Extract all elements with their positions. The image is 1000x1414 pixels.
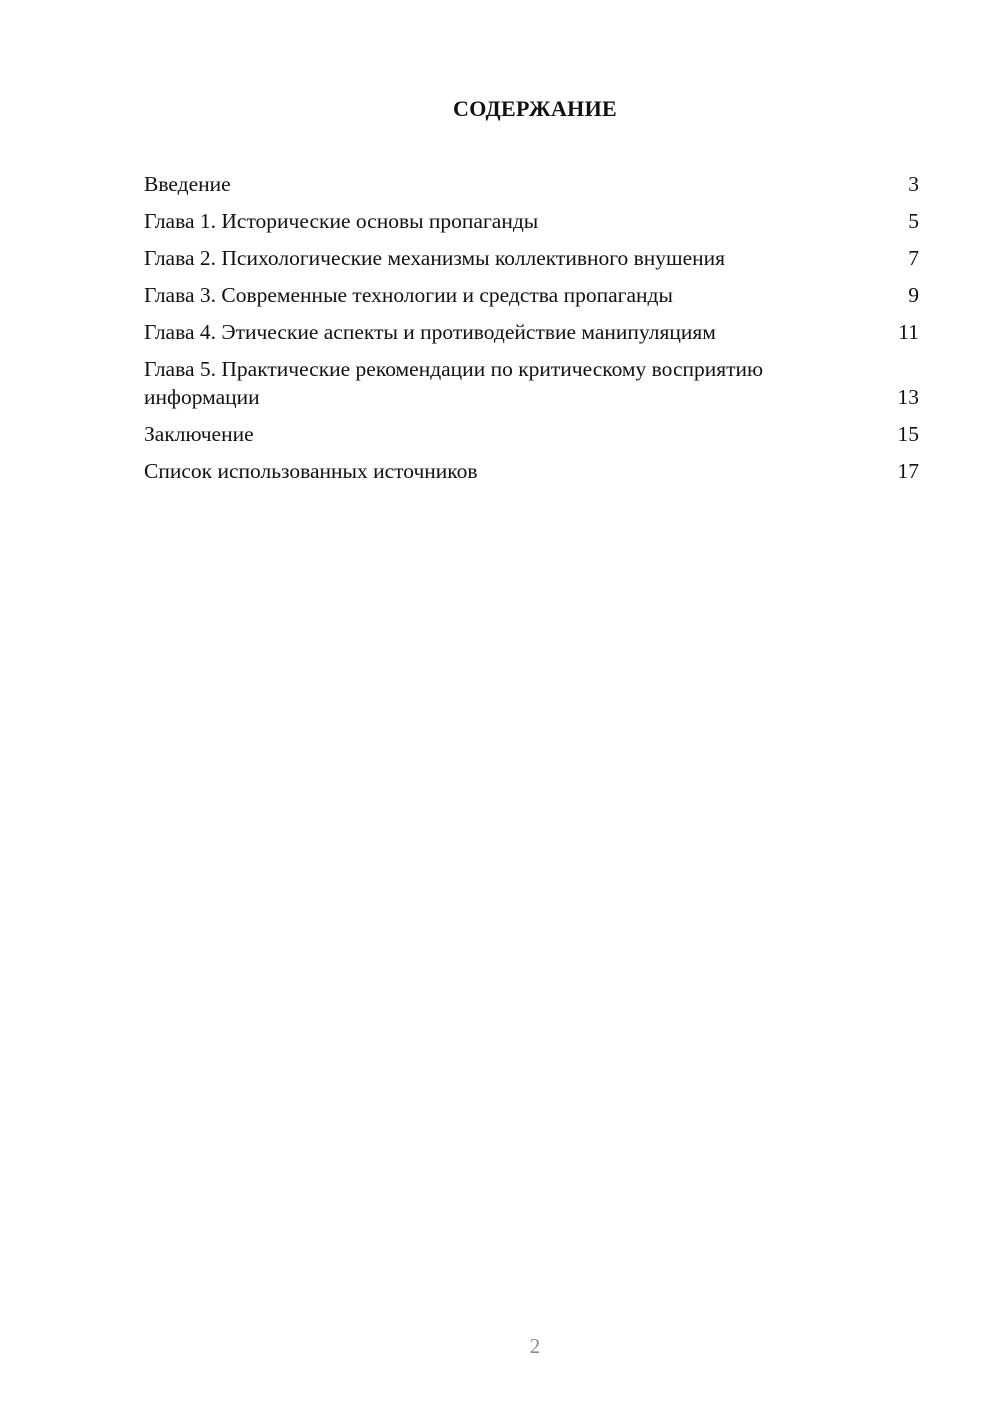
toc-entry[interactable] [144, 244, 919, 272]
toc-entry-page: 5 [908, 209, 919, 233]
page-number: 2 [529, 1334, 541, 1358]
toc-entry-page: 3 [908, 172, 919, 196]
toc-entry-text: Глава 3. Современные технологии и средства пропаганды [144, 283, 673, 307]
toc-entry[interactable] [144, 207, 919, 235]
toc-entry[interactable] [144, 420, 919, 448]
toc-entry[interactable] [144, 170, 919, 198]
toc-entry-text: Введение [144, 172, 231, 196]
toc-entry-text: Глава 4. Этические аспекты и противодействие манипуляциям [144, 320, 716, 344]
toc-entry-page: 7 [908, 246, 919, 270]
toc-entry-page: 13 [897, 385, 919, 409]
toc-entry-text: Глава 5. Практические рекомендации по критическому восприятию информации [144, 357, 764, 409]
toc-entry[interactable] [144, 318, 919, 346]
toc-entry-page: 9 [908, 283, 919, 307]
toc-entry-page: 17 [897, 459, 919, 483]
page-title: СОДЕРЖАНИЕ [453, 96, 617, 121]
toc-entry[interactable] [144, 281, 919, 309]
toc-entry-text: Глава 1. Исторические основы пропаганды [144, 209, 539, 233]
toc-entry-text: Заключение [144, 422, 254, 446]
toc-entry-text: Глава 2. Психологические механизмы коллективного внушения [144, 246, 726, 270]
table-of-contents [144, 170, 919, 494]
toc-entry-text: Список использованных источников [144, 459, 478, 483]
toc-entry[interactable] [144, 355, 919, 411]
toc-entry-page: 11 [898, 320, 919, 344]
toc-entry-page: 15 [897, 422, 919, 446]
toc-entry[interactable] [144, 457, 919, 485]
